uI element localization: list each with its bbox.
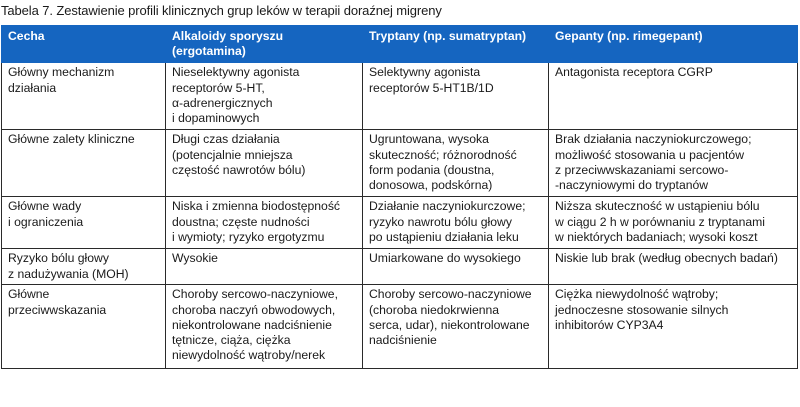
- header-cell-triptans: Tryptany (np. sumatryptan): [363, 26, 549, 63]
- table-row: [2, 285, 798, 369]
- row-label: Główne zalety kliniczne: [2, 130, 166, 197]
- table-cell: Ugruntowana, wysoka skuteczność; różnorodność form podania (doustna, donosowa, podskórna): [363, 130, 549, 197]
- table-cell: Brak działania naczyniokurczowego; możliwość stosowania u pacjentów z przeciwwskazaniami sercowo- -naczyniowymi do tryptanów: [549, 130, 798, 197]
- table-cell: Niskie lub brak (według obecnych badań): [549, 249, 798, 285]
- table-cell: Nieselektywny agonista receptorów 5-HT, α-adrenergicznych i dopaminowych: [166, 63, 363, 130]
- table-row: [2, 63, 798, 130]
- row-label: Ryzyko bólu głowy z nadużywania (MOH): [2, 249, 166, 285]
- row-label: Główne przeciwwskazania: [2, 285, 166, 369]
- table-caption: Tabela 7. Zestawienie profili klinicznych grup leków w terapii doraźnej migreny: [1, 3, 442, 18]
- table-cell: Antagonista receptora CGRP: [549, 63, 798, 130]
- table-cell: Niska i zmienna biodostępność doustna; częste nudności i wymioty; ryzyko ergotyzmu: [166, 197, 363, 249]
- table-row: [2, 197, 798, 249]
- table-cell: Ciężka niewydolność wątroby; jednoczesne stosowanie silnych inhibitorów CYP3A4: [549, 285, 798, 369]
- table-cell: Wysokie: [166, 249, 363, 285]
- table-cell: Choroby sercowo-naczyniowe (choroba niedokrwienna serca, udar), niekontrolowane nadciśnienie: [363, 285, 549, 369]
- table-cell: Umiarkowane do wysokiego: [363, 249, 549, 285]
- row-label: Główny mechanizm działania: [2, 63, 166, 130]
- table-cell: Choroby sercowo-naczyniowe, choroba naczyń obwodowych, niekontrolowane nadciśnienie tętnicze, ciąża, ciężka niewydolność wątroby/nerek: [166, 285, 363, 369]
- header-cell-feature: Cecha: [2, 26, 166, 63]
- table-row: [2, 249, 798, 285]
- header-cell-ergot-alkaloids: Alkaloidy sporyszu (ergotamina): [166, 26, 363, 63]
- header-cell-gepants: Gepanty (np. rimegepant): [549, 26, 798, 63]
- table-cell: Długi czas działania (potencjalnie mniejsza częstość nawrotów bólu): [166, 130, 363, 197]
- table-cell: Niższa skuteczność w ustąpieniu bólu w ciągu 2 h w porównaniu z tryptanami w niektórych badaniach; wysoki koszt: [549, 197, 798, 249]
- table-row: [2, 130, 798, 197]
- row-label: Główne wady i ograniczenia: [2, 197, 166, 249]
- header-row: [2, 26, 798, 63]
- table-cell: Selektywny agonista receptorów 5-HT1B/1D: [363, 63, 549, 130]
- drug-profile-table: [1, 25, 798, 369]
- table-cell: Działanie naczyniokurczowe; ryzyko nawrotu bólu głowy po ustąpieniu działania leku: [363, 197, 549, 249]
